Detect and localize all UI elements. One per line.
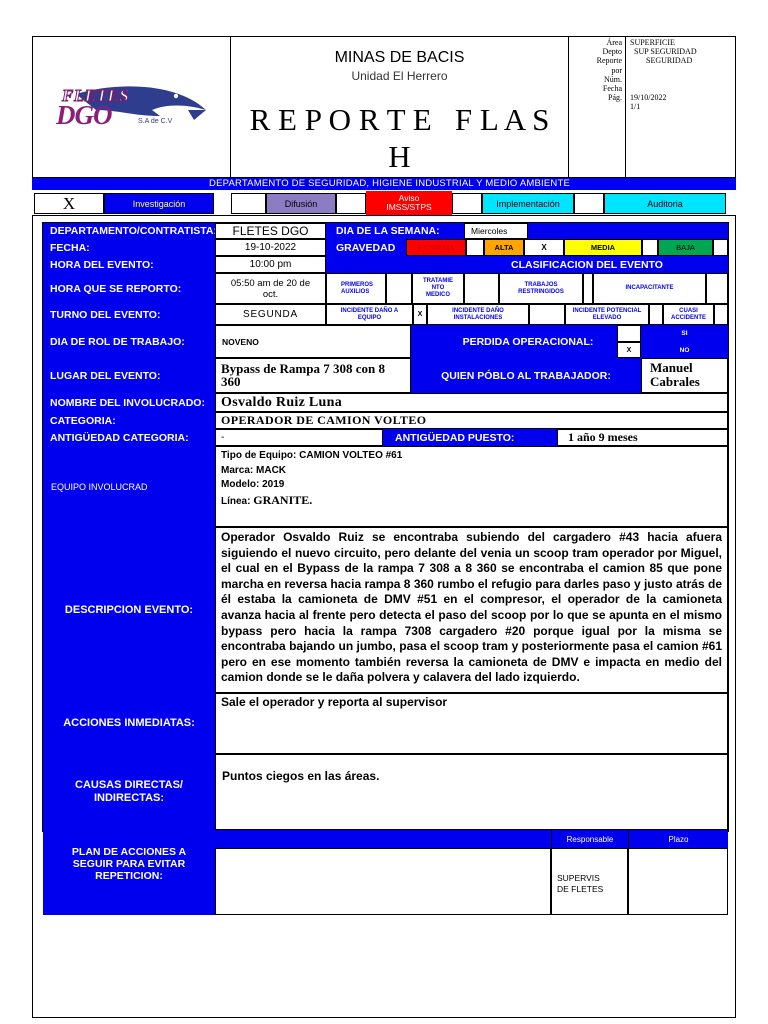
lugar-line2: 360 [221,374,241,389]
acciones-label: ACCIONES INMEDIATAS: [43,693,215,754]
clas-instalaciones-line2: INSTALACIONES [453,314,503,321]
perdida-no-mark[interactable]: X [617,342,641,358]
header-info-values [630,38,730,111]
info-label-por: por [611,65,622,75]
plan-responsable-cell [551,848,628,915]
equipo-label: EQUIPO INVOLUCRAD [43,446,215,527]
hora-reporto-label: HORA QUE SE REPORTO: [43,273,215,304]
nombre-value: Osvaldo Ruiz Luna [215,393,728,412]
auditoria-checkbox[interactable] [574,193,604,214]
info-fecha: 19/10/2022 [630,92,667,102]
equipo-modelo: Modelo: 2019 [221,479,285,490]
difusion-checkbox[interactable] [231,193,266,214]
clas-incapacitante: INCAPACITANTE [593,273,706,304]
company-name: MINAS DE BACIS [334,49,465,66]
perdida-no: NO [641,342,728,358]
logo-dgo-text: DGO [56,100,112,130]
clas-cuasi-line1: CUASI [679,307,698,314]
gravedad-baja-box[interactable] [713,239,728,256]
nombre-label: NOMBRE DEL INVOLUCRADO: [43,393,215,412]
dia-rol-label: DIA DE ROL DE TRABAJO: [43,325,215,358]
logo-suffix-text: S.A de C.V [138,118,173,125]
plan-action-cell [215,848,551,915]
header-info-divider-2 [625,36,626,178]
info-label-depto: Depto [602,47,622,57]
clas-equipo-line2: EQUIPO [357,314,382,321]
equipo-linea-value: GRANITE. [253,492,313,507]
implementacion-checkbox[interactable] [452,193,482,214]
perdida-label: PERDIDA OPERACIONAL: [411,325,617,358]
antig-puesto-label: ANTIGÜEDAD PUESTO: [383,429,557,446]
unit-name: Unidad El Herrero [351,69,448,83]
aviso-checkbox[interactable] [336,193,366,214]
clas-equipo-line1: INCIDENTE DAÑO A [340,307,399,314]
clas-cuasi-line2: ACCIDENTE [670,314,706,321]
plan-label [43,830,215,915]
company-logo [56,80,211,142]
info-label-num: Núm. [604,74,622,84]
plan-plazo-header: Plazo [628,830,728,848]
report-title-line1: R E P O R T E F L A S [249,102,550,137]
departamento-label: DEPARTAMENTO/CONTRATISTA: [43,223,215,239]
hora-evento-value: 10:00 pm [215,256,326,273]
plan-plazo-cell [628,848,728,915]
clas-tratamiento-line1: TRATAMIE [422,278,454,284]
clas-potencial-line1: INCIDENTE POTENCIAL [572,307,642,314]
logo-fletes-text: FLETES [62,86,130,105]
plan-label-line2: SEGUIR PARA EVITAR [72,858,186,870]
hora-reporto-line2: oct. [262,288,279,300]
equipo-linea [221,493,727,510]
gravedad-extrema: EXTREMA [406,239,466,256]
fecha-value: 19-10-2022 [215,239,326,256]
clas-potencial-box[interactable] [649,304,663,325]
gravedad-alta-mark[interactable]: X [524,239,564,256]
gravedad-media: MEDIA [564,239,642,256]
antig-cat-value: - [215,429,383,446]
lugar-label: LUGAR DEL EVENTO: [43,358,215,393]
type-auditoria: Auditoria [604,193,726,214]
departamento-value: FLETES DGO [215,223,326,239]
descripcion-label: DESCRIPCION EVENTO: [43,527,215,693]
info-pag: 1/1 [630,101,641,111]
antig-puesto-value: 1 año 9 meses [557,429,728,446]
header-info-labels [570,38,622,102]
dia-semana-fill [528,223,728,239]
investigacion-checkbox[interactable]: X [34,193,104,214]
info-label-reporte: Reporte [596,56,622,66]
clas-primeros-auxilios [326,273,386,304]
clas-tratamiento-medico [412,273,464,304]
header-info-divider [568,36,569,178]
gravedad-label: GRAVEDAD [326,239,406,256]
clas-tratamiento-line3: MEDICO [426,292,450,298]
clas-trabajos-line2: RESTRINGIDOS [518,288,564,295]
lugar-line1: Bypass de Rampa 7 308 con 8 [221,361,385,376]
causas-label-line1: CAUSAS DIRECTAS/ [75,779,183,791]
type-investigacion: Investigación [104,193,214,214]
equipo-tipo: Tipo de Equipo: CAMION VOLTEO #61 [221,450,403,461]
gravedad-baja: BAJA [658,239,713,256]
gravedad-media-box[interactable] [642,239,658,256]
report-title-line2: H [388,139,411,174]
hora-reporto-value [215,273,326,304]
turno-value: SEGUNDA [215,304,326,325]
clas-trabajos-line1: TRABAJOS [524,281,558,288]
clas-cuasi-accidente [663,304,714,325]
clas-instalaciones-line1: INCIDENTE DAÑO [452,307,504,314]
quien-line1: Manuel [650,360,693,375]
fecha-label: FECHA: [43,239,215,256]
lugar-value [215,358,411,393]
clas-primeros-line1: PRIMEROS [341,281,374,288]
info-area: SUPERFICIE [630,38,675,47]
descripcion-text: Operador Osvaldo Ruiz se encontraba subiendo del cargadero #43 hacia afuera siguiendo el nuevo circuito, pero delante del venia un scoop tram operador por Miguel, el cual en el Bypass de la rampa 7 308 a 8 360 se encontraba el camion 85 que pone marcha en reversa hacia rampa 8 360 rumbo el refugio para darles paso y justo atrás de él estaba la camioneta de DMV #51 en el compresor, el operador de la camioneta avanza hacia al frente pero detecta el paso del scoop por lo que se apunta en el mismo bypass pero hacia la rampa 7308 cargadero #20 porque igual por la misma se encontraba bajando un jumbo, pasa el scoop tram y posteriormente pasa el camion #61 pero en ese momento también reversa la camioneta de DMV e impacta en medio del camion donde se le daña polvera y calavera del lado izquierdo. [215,527,728,693]
perdida-si: SI [641,325,728,342]
clas-tratamiento-box[interactable] [464,273,499,304]
type-aviso-line1: Aviso [398,193,420,203]
info-depto-line1: SUP SEGURIDAD [634,47,697,57]
info-depto-line2: SEGURIDAD [646,56,693,66]
clas-dano-equipo [326,304,413,325]
clas-dano-instalaciones [427,304,529,325]
acciones-text: Sale el operador y reporta al supervisor [215,693,728,754]
clas-instalaciones-box[interactable] [529,304,565,325]
perdida-si-box[interactable] [617,325,641,342]
quien-line2: Cabrales [650,374,700,389]
clas-trabajos-box[interactable] [583,273,593,304]
type-aviso-line2: IMSS/STPS [386,202,432,212]
dia-semana-value: Miercoles [464,223,528,239]
dia-semana-label: DIA DE LA SEMANA: [326,223,464,239]
clas-equipo-mark[interactable]: X [413,304,427,325]
type-implementacion: Implementación [482,193,574,214]
equipo-marca: Marca: MACK [221,464,287,476]
causas-label [43,754,215,830]
plan-responsable-line1: SUPERVIS [557,873,600,883]
quien-label: QUIEN PÓBLO AL TRABAJADOR: [411,358,641,393]
hora-reporto-line1: 05:50 am de 20 de [230,277,311,289]
info-label-pag: Pág. [608,93,622,103]
gravedad-extrema-box[interactable] [466,239,484,256]
gravedad-alta: ALTA [484,239,524,256]
type-difusion: Difusión [266,193,336,214]
clas-primeros-line2: AUXILIOS [341,288,370,295]
clas-trabajos-restringidos [499,273,583,304]
categoria-value: OPERADOR DE CAMION VOLTEO [215,412,728,429]
equipo-linea-label: Línea: [221,495,251,507]
info-label-area: Área [606,38,622,47]
clas-primeros-box[interactable] [386,273,412,304]
dept-banner: DEPARTAMENTO DE SEGURIDAD, HIGIENE INDUSTRIAL Y MEDIO AMBIENTE [32,178,736,190]
clas-tratamiento-line2: NTO [431,285,445,291]
clas-potencial-line2: ELEVADO [592,314,622,321]
dia-rol-value: NOVENO [215,325,411,358]
plan-label-line3: REPETICION: [95,870,163,882]
plan-responsable-line2: DE FLETES [557,884,604,894]
clas-incapacitante-box[interactable] [706,273,728,304]
plan-label-line1: PLAN DE ACCIONES A [71,846,187,858]
equipo-details [215,446,728,527]
plan-header-bar [215,830,551,848]
hora-evento-label: HORA DEL EVENTO: [43,256,215,273]
plan-responsable-header: Responsable [551,830,628,848]
causas-label-line2: INDIRECTAS: [93,792,165,804]
clas-cuasi-box[interactable] [714,304,728,325]
categoria-label: CATEGORIA: [43,412,215,429]
type-aviso [366,191,452,215]
clas-potencial-elevado [565,304,649,325]
info-label-fecha: Fecha [602,84,622,94]
antig-cat-label: ANTIGÜEDAD CATEGORIA: [43,429,215,446]
clasificacion-label: CLASIFICACION DEL EVENTO [326,256,728,273]
turno-label: TURNO DEL EVENTO: [43,304,215,325]
quien-value [641,358,728,393]
causas-text: Puntos ciegos en las áreas. [215,754,728,830]
